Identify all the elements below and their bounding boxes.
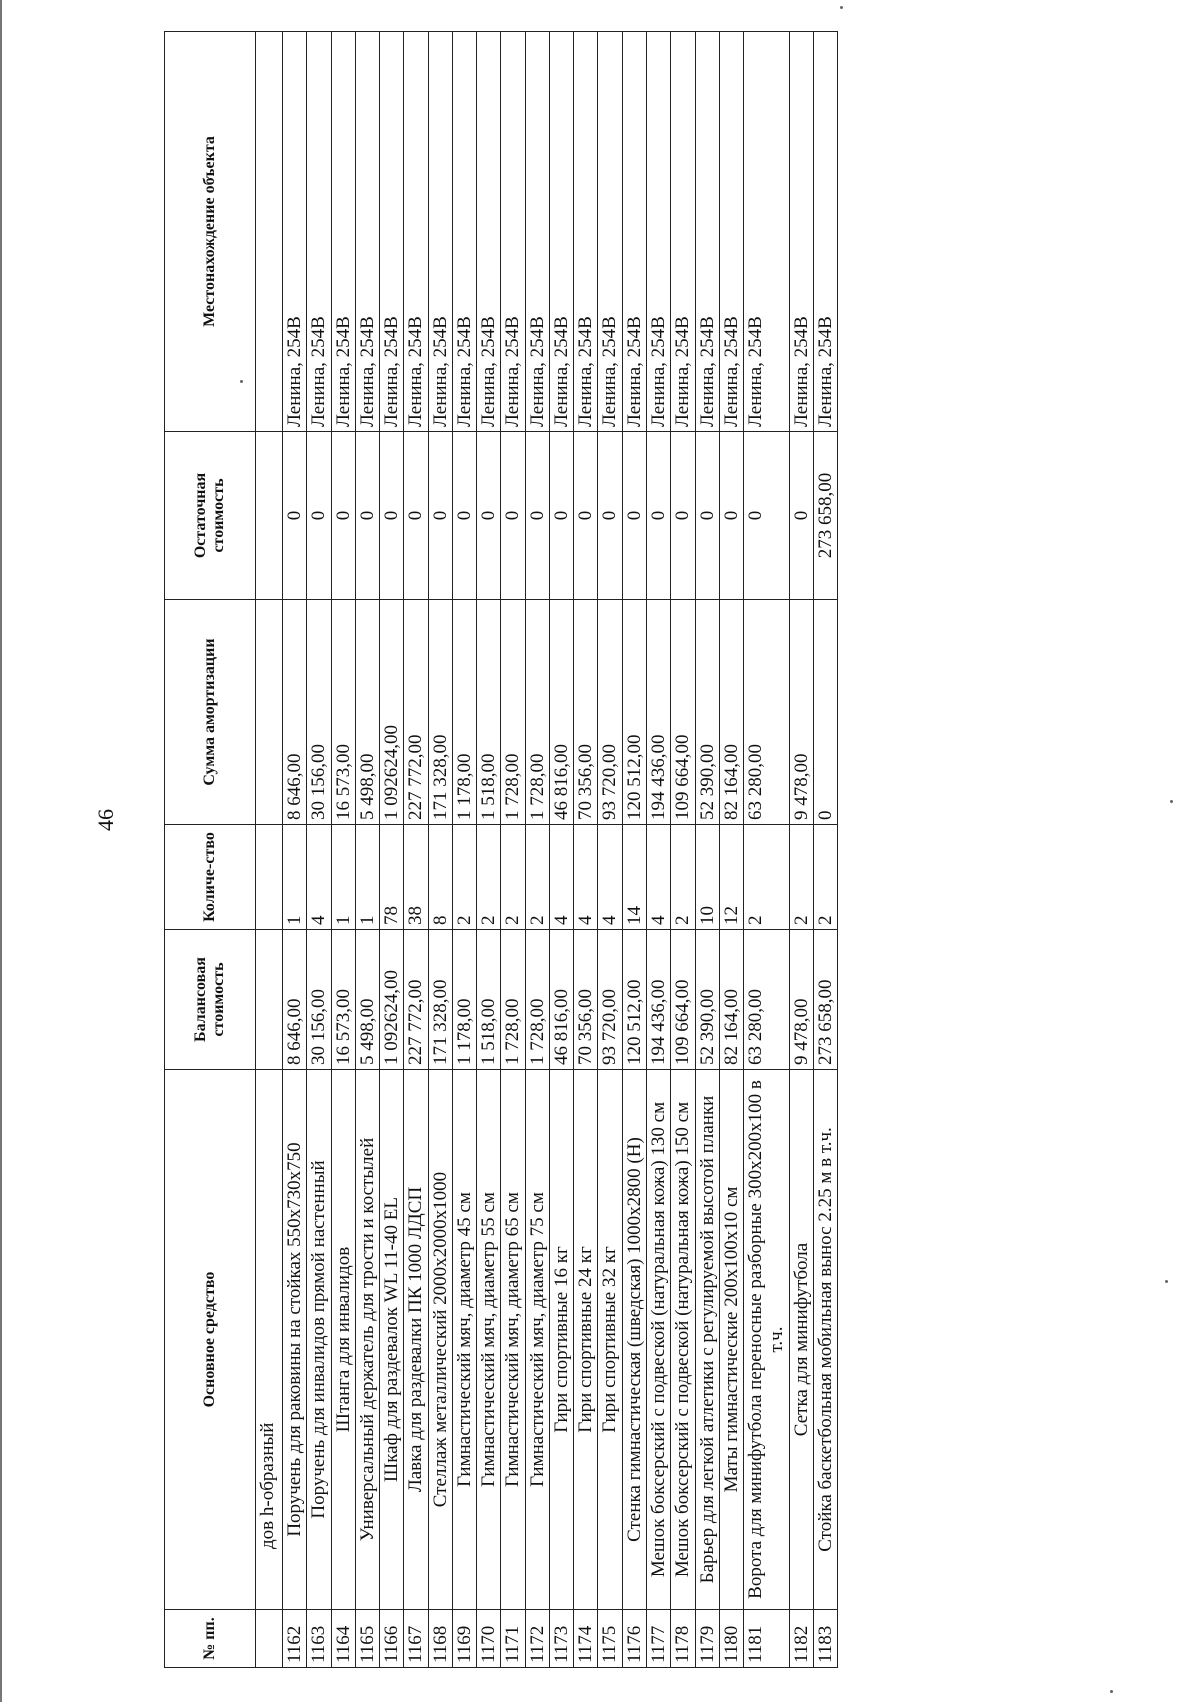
quantity: 4	[646, 825, 670, 930]
balance-value: 1 092624,00	[380, 930, 404, 1070]
quantity: 2	[501, 825, 525, 930]
balance-value: 227 772,00	[404, 930, 428, 1070]
row-number: 1162	[283, 1610, 307, 1668]
row-number: 1183	[813, 1610, 837, 1668]
continuation-num	[256, 1610, 283, 1668]
location: Ленина, 254В	[671, 32, 695, 432]
balance-value: 1 728,00	[525, 930, 549, 1070]
location: Ленина, 254В	[452, 32, 476, 432]
balance-value: 8 646,00	[283, 930, 307, 1070]
amortization-value: 171 328,00	[428, 600, 452, 825]
balance-value: 120 512,00	[622, 930, 646, 1070]
balance-value: 9 478,00	[789, 930, 813, 1070]
location: Ленина, 254В	[789, 32, 813, 432]
header-amort: Сумма амортизации	[165, 600, 256, 825]
residual-value: 0	[549, 432, 573, 600]
rotated-table-container	[164, 32, 1200, 1668]
location: Ленина, 254В	[549, 32, 573, 432]
balance-value: 82 164,00	[719, 930, 743, 1070]
table-row	[477, 32, 501, 1668]
row-number: 1177	[646, 1610, 670, 1668]
amortization-value: 63 280,00	[744, 600, 790, 825]
residual-value: 0	[307, 432, 331, 600]
quantity: 2	[477, 825, 501, 930]
continuation-text: дов h-образный	[256, 1070, 283, 1610]
location: Ленина, 254В	[598, 32, 622, 432]
row-number: 1168	[428, 1610, 452, 1668]
location: Ленина, 254В	[477, 32, 501, 432]
balance-value: 1 728,00	[501, 930, 525, 1070]
quantity: 10	[695, 825, 719, 930]
residual-value: 0	[428, 432, 452, 600]
continuation-row	[256, 32, 283, 1668]
scan-speck	[840, 6, 843, 9]
quantity: 2	[744, 825, 790, 930]
residual-value: 0	[695, 432, 719, 600]
amortization-value: 5 498,00	[355, 600, 379, 825]
table-row	[622, 32, 646, 1668]
quantity: 2	[525, 825, 549, 930]
location: Ленина, 254В	[283, 32, 307, 432]
table-row	[525, 32, 549, 1668]
row-number: 1178	[671, 1610, 695, 1668]
asset-name: Поручень для инвалидов прямой настенный	[307, 1070, 331, 1610]
balance-value: 70 356,00	[574, 930, 598, 1070]
amortization-value: 120 512,00	[622, 600, 646, 825]
location: Ленина, 254В	[646, 32, 670, 432]
balance-value: 1 518,00	[477, 930, 501, 1070]
amortization-value: 194 436,00	[646, 600, 670, 825]
row-number: 1163	[307, 1610, 331, 1668]
balance-value: 16 573,00	[331, 930, 355, 1070]
residual-value: 0	[525, 432, 549, 600]
row-number: 1174	[574, 1610, 598, 1668]
amortization-value: 1 728,00	[525, 600, 549, 825]
table-row	[452, 32, 476, 1668]
location: Ленина, 254В	[695, 32, 719, 432]
asset-name: Гимнастический мяч, диаметр 55 см	[477, 1070, 501, 1610]
amortization-value: 0	[813, 600, 837, 825]
asset-name: Сетка для минифутбола	[789, 1070, 813, 1610]
row-number: 1173	[549, 1610, 573, 1668]
location: Ленина, 254В	[331, 32, 355, 432]
quantity: 1	[331, 825, 355, 930]
location: Ленина, 254В	[719, 32, 743, 432]
table-row	[355, 32, 379, 1668]
quantity: 4	[549, 825, 573, 930]
asset-name: Стеллаж металлический 2000х2000х1000	[428, 1070, 452, 1610]
asset-name: Мешок боксерский с подвеской (натуральная кожа) 150 см	[671, 1070, 695, 1610]
residual-value: 0	[744, 432, 790, 600]
location: Ленина, 254В	[404, 32, 428, 432]
asset-name: Гири спортивные 16 кг	[549, 1070, 573, 1610]
table-row	[789, 32, 813, 1668]
header-residual: Остаточная стоимость	[165, 432, 256, 600]
table-row	[744, 32, 790, 1668]
quantity: 4	[598, 825, 622, 930]
asset-name: Шкаф для раздевалок WL 11-40 EL	[380, 1070, 404, 1610]
row-number: 1172	[525, 1610, 549, 1668]
scan-speck	[1110, 1690, 1113, 1693]
header-name: Основное средство	[165, 1070, 256, 1610]
amortization-value: 1 518,00	[477, 600, 501, 825]
balance-value: 52 390,00	[695, 930, 719, 1070]
quantity: 14	[622, 825, 646, 930]
row-number: 1176	[622, 1610, 646, 1668]
table-row	[331, 32, 355, 1668]
residual-value: 0	[331, 432, 355, 600]
quantity: 78	[380, 825, 404, 930]
residual-value: 0	[598, 432, 622, 600]
asset-name: Поручень для раковины на стойках 550х730х750	[283, 1070, 307, 1610]
row-number: 1170	[477, 1610, 501, 1668]
residual-value: 0	[501, 432, 525, 600]
residual-value: 0	[574, 432, 598, 600]
asset-name: Гимнастический мяч, диаметр 65 см	[501, 1070, 525, 1610]
residual-value: 273 658,00	[813, 432, 837, 600]
asset-name: Стенка гимнастическая (шведская) 1000х2800 (Н)	[622, 1070, 646, 1610]
amortization-value: 227 772,00	[404, 600, 428, 825]
balance-value: 109 664,00	[671, 930, 695, 1070]
table-row	[428, 32, 452, 1668]
quantity: 4	[574, 825, 598, 930]
table-header-row	[165, 32, 256, 1668]
asset-name: Ворота для минифутбола переносные разборные 300х200х100 в т.ч.	[744, 1070, 790, 1610]
assets-table	[164, 31, 838, 1668]
table-row	[598, 32, 622, 1668]
location: Ленина, 254В	[428, 32, 452, 432]
header-num: № пп.	[165, 1610, 256, 1668]
asset-name: Маты гимнастические 200х100х10 см	[719, 1070, 743, 1610]
residual-value: 0	[719, 432, 743, 600]
residual-value: 0	[283, 432, 307, 600]
residual-value: 0	[671, 432, 695, 600]
balance-value: 63 280,00	[744, 930, 790, 1070]
table-row	[380, 32, 404, 1668]
location: Ленина, 254В	[574, 32, 598, 432]
residual-value: 0	[452, 432, 476, 600]
asset-name: Лавка для раздевалки ПК 1000 ЛДСП	[404, 1070, 428, 1610]
amortization-value: 1 092624,00	[380, 600, 404, 825]
row-number: 1180	[719, 1610, 743, 1668]
location: Ленина, 254В	[501, 32, 525, 432]
row-number: 1169	[452, 1610, 476, 1668]
balance-value: 46 816,00	[549, 930, 573, 1070]
residual-value: 0	[355, 432, 379, 600]
quantity: 1	[355, 825, 379, 930]
residual-value: 0	[404, 432, 428, 600]
amortization-value: 9 478,00	[789, 600, 813, 825]
asset-name: Гири спортивные 32 кг	[598, 1070, 622, 1610]
row-number: 1164	[331, 1610, 355, 1668]
row-number: 1167	[404, 1610, 428, 1668]
amortization-value: 1 178,00	[452, 600, 476, 825]
amortization-value: 93 720,00	[598, 600, 622, 825]
quantity: 2	[671, 825, 695, 930]
row-number: 1175	[598, 1610, 622, 1668]
asset-name: Стойка баскетбольная мобильная вынос 2.25 м в т.ч.	[813, 1070, 837, 1610]
amortization-value: 8 646,00	[283, 600, 307, 825]
amortization-value: 1 728,00	[501, 600, 525, 825]
location: Ленина, 254В	[744, 32, 790, 432]
amortization-value: 46 816,00	[549, 600, 573, 825]
quantity: 2	[452, 825, 476, 930]
amortization-value: 52 390,00	[695, 600, 719, 825]
header-qty: Количе-ство	[165, 825, 256, 930]
amortization-value: 16 573,00	[331, 600, 355, 825]
row-number: 1165	[355, 1610, 379, 1668]
residual-value: 0	[477, 432, 501, 600]
asset-name: Штанга для инвалидов	[331, 1070, 355, 1610]
header-location: Местонахождение объекта	[165, 32, 256, 432]
balance-value: 5 498,00	[355, 930, 379, 1070]
page-number: 46	[93, 809, 118, 831]
quantity: 1	[283, 825, 307, 930]
table-row	[307, 32, 331, 1668]
header-balance: Балансовая стоимость	[165, 930, 256, 1070]
balance-value: 30 156,00	[307, 930, 331, 1070]
asset-name: Гири спортивные 24 кг	[574, 1070, 598, 1610]
quantity: 2	[789, 825, 813, 930]
quantity: 12	[719, 825, 743, 930]
table-row	[695, 32, 719, 1668]
balance-value: 194 436,00	[646, 930, 670, 1070]
residual-value: 0	[380, 432, 404, 600]
location: Ленина, 254В	[525, 32, 549, 432]
amortization-value: 109 664,00	[671, 600, 695, 825]
table-row	[283, 32, 307, 1668]
location: Ленина, 254В	[307, 32, 331, 432]
quantity: 4	[307, 825, 331, 930]
table-row	[404, 32, 428, 1668]
table-row	[501, 32, 525, 1668]
asset-name: Гимнастический мяч, диаметр 75 см	[525, 1070, 549, 1610]
table-row	[549, 32, 573, 1668]
quantity: 8	[428, 825, 452, 930]
balance-value: 273 658,00	[813, 930, 837, 1070]
asset-name: Универсальный держатель для трости и костылей	[355, 1070, 379, 1610]
quantity: 38	[404, 825, 428, 930]
residual-value: 0	[646, 432, 670, 600]
location: Ленина, 254В	[622, 32, 646, 432]
amortization-value: 70 356,00	[574, 600, 598, 825]
balance-value: 93 720,00	[598, 930, 622, 1070]
row-number: 1181	[744, 1610, 790, 1668]
row-number: 1179	[695, 1610, 719, 1668]
page-edge	[0, 0, 2, 1702]
table-row	[719, 32, 743, 1668]
table-row	[813, 32, 837, 1668]
table-row	[646, 32, 670, 1668]
asset-name: Барьер для легкой атлетики с регулируемой высотой планки	[695, 1070, 719, 1610]
row-number: 1171	[501, 1610, 525, 1668]
residual-value: 0	[789, 432, 813, 600]
amortization-value: 82 164,00	[719, 600, 743, 825]
balance-value: 171 328,00	[428, 930, 452, 1070]
table-row	[671, 32, 695, 1668]
location: Ленина, 254В	[380, 32, 404, 432]
asset-name: Гимнастический мяч, диаметр 45 см	[452, 1070, 476, 1610]
amortization-value: 30 156,00	[307, 600, 331, 825]
location: Ленина, 254В	[355, 32, 379, 432]
quantity: 2	[813, 825, 837, 930]
table-row	[574, 32, 598, 1668]
residual-value: 0	[622, 432, 646, 600]
location: Ленина, 254В	[813, 32, 837, 432]
row-number: 1166	[380, 1610, 404, 1668]
row-number: 1182	[789, 1610, 813, 1668]
balance-value: 1 178,00	[452, 930, 476, 1070]
asset-name: Мешок боксерский с подвеской (натуральная кожа) 130 см	[646, 1070, 670, 1610]
